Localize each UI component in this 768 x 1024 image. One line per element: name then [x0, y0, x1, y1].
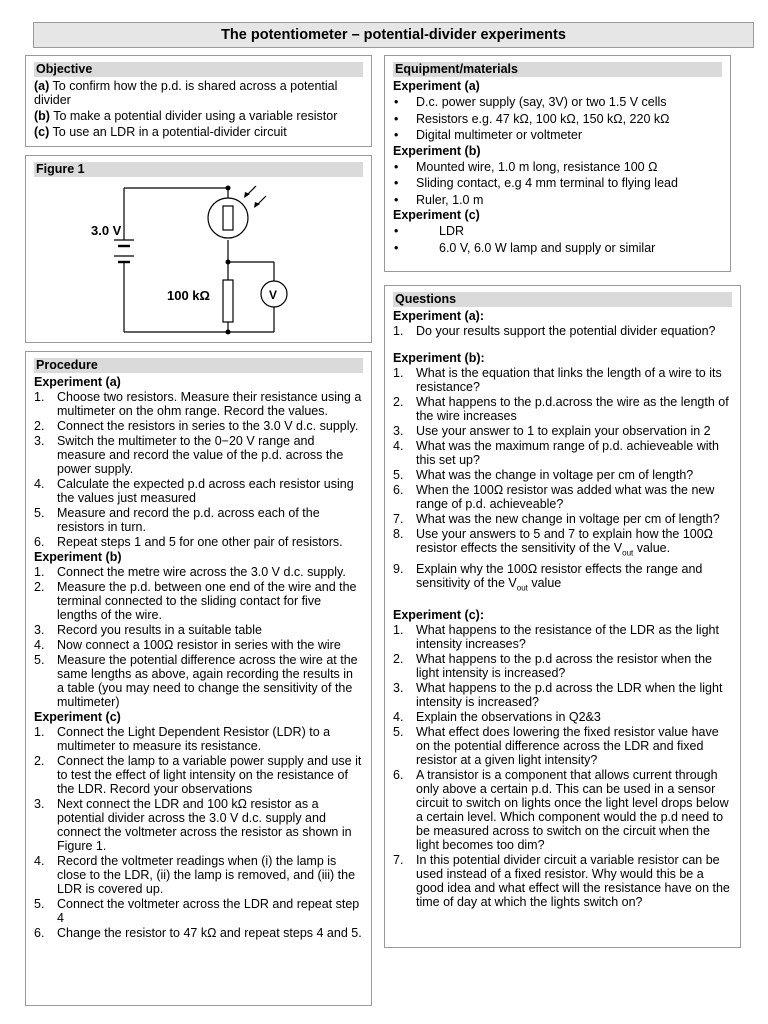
question-b-item	[393, 512, 732, 526]
equipment-a-title: Experiment (a)	[393, 79, 480, 93]
fixed-resistor-body	[223, 280, 233, 322]
question-b-item	[393, 468, 732, 482]
junction-dot-mid	[226, 260, 231, 265]
procedure-c-item-number: 6.	[34, 926, 45, 940]
equipment-c-item-text: 6.0 V, 6.0 W lamp and supply or similar	[439, 240, 656, 255]
procedure-a-list	[34, 390, 363, 549]
circuit-diagram	[34, 180, 364, 340]
procedure-c-item	[34, 754, 363, 796]
procedure-c-item-text: Connect the lamp to a variable power supply and use it to test the effect of light intensity on the resistance of the LDR. Record your observations	[57, 754, 362, 796]
ldr-resistor-body	[223, 206, 233, 230]
question-b-item-number: 7.	[393, 512, 404, 526]
question-b-item-number: 5.	[393, 468, 404, 482]
question-c-item	[393, 768, 732, 852]
equipment-heading: Equipment/materials	[393, 62, 722, 77]
procedure-c-list	[34, 725, 363, 940]
questions-c-title: Experiment (c):	[393, 608, 484, 622]
procedure-b-item-text: Measure the potential difference across the wire at the same lengths as above, again recording the results in a table (you may need to change the sensitivity of the multimeter)	[57, 653, 358, 709]
question-c-item	[393, 652, 732, 680]
objective-item-a: (a) To confirm how the p.d. is shared across a potential divider	[34, 79, 338, 107]
procedure-a-item-text: Repeat steps 1 and 5 for one other pair of resistors.	[57, 535, 343, 549]
question-c-item-text: A transistor is a component that allows current through only above a certain p.d. This can be used in a sensor circuit to switch on lights once the light level drops below a certain level. Which component would the p.d need to be measured across to switch on the circuit when the light becomes too dim?	[416, 768, 729, 852]
vout-subscript: out	[516, 583, 528, 592]
question-b-item-text: What was the new change in voltage per cm of length?	[416, 512, 720, 526]
procedure-c-item-text: Next connect the LDR and 100 kΩ resistor as a potential divider across the 3.0 V d.c. supply and connect the voltmeter across the resistor as shown in Figure 1.	[57, 797, 352, 853]
procedure-b-item-number: 4.	[34, 638, 45, 652]
equipment-a-list	[393, 94, 722, 144]
equipment-a-item	[393, 111, 722, 128]
question-b-item	[393, 483, 732, 511]
question-b-item	[393, 527, 732, 561]
equipment-a-item	[393, 127, 722, 144]
question-b-item-text: What happens to the p.d.across the wire as the length of the wire increases	[416, 395, 729, 423]
question-c-item-text: What happens to the resistance of the LDR as the light intensity increases?	[416, 623, 719, 651]
procedure-a-item-number: 5.	[34, 506, 45, 520]
procedure-c-item	[34, 854, 363, 896]
objective-item-c: (c) To use an LDR in a potential-divider circuit	[34, 125, 287, 139]
question-c-item-number: 1.	[393, 623, 404, 637]
bullet-icon: •	[394, 111, 399, 126]
question-c-item-text: In this potential divider circuit a variable resistor can be used instead of a fixed resistor. Why would this be a good idea and what effect will the resistance have on the time of day at which the lights switch on?	[416, 853, 730, 909]
equipment-a-item-text: Digital multimeter or voltmeter	[416, 128, 583, 142]
equipment-b-item-text: Mounted wire, 1.0 m long, resistance 100 Ω	[416, 159, 658, 174]
question-b-item-text: What is the equation that links the length of a wire to its resistance?	[416, 366, 722, 394]
equipment-panel	[384, 55, 731, 272]
question-b-item	[393, 439, 732, 467]
procedure-a-item	[34, 535, 363, 549]
procedure-b-item-number: 2.	[34, 580, 45, 594]
procedure-c-item	[34, 725, 363, 753]
procedure-a-item-number: 1.	[34, 390, 45, 404]
question-c-item	[393, 681, 732, 709]
procedure-c-item-number: 5.	[34, 897, 45, 911]
procedure-b-item-number: 1.	[34, 565, 45, 579]
equipment-b-item-text: Ruler, 1.0 m	[416, 192, 484, 207]
question-b-item-number: 6.	[393, 483, 404, 497]
procedure-heading: Procedure	[34, 358, 363, 373]
procedure-a-item-number: 2.	[34, 419, 45, 433]
procedure-c-item	[34, 897, 363, 925]
question-b-item	[393, 424, 732, 438]
procedure-a-item	[34, 390, 363, 418]
questions-heading: Questions	[393, 292, 732, 307]
procedure-a-item-text: Measure and record the p.d. across each of the resistors in turn.	[57, 506, 320, 534]
figure-heading: Figure 1	[34, 162, 363, 177]
procedure-a-item-number: 3.	[34, 434, 45, 448]
procedure-b-list	[34, 565, 363, 709]
question-b-item-text: What was the change in voltage per cm of length?	[416, 468, 694, 482]
procedure-c-item-text: Record the voltmeter readings when (i) the lamp is close to the LDR, (ii) the lamp is removed, and (iii) the LDR is covered up.	[57, 854, 356, 896]
procedure-a-item-text: Connect the resistors in series to the 3.0 V d.c. supply.	[57, 419, 359, 433]
vout-subscript: out	[622, 548, 634, 558]
procedure-c-item-number: 2.	[34, 754, 45, 768]
question-b-item-number: 4.	[393, 439, 404, 453]
question-c-item-number: 2.	[393, 652, 404, 666]
procedure-b-item-number: 5.	[34, 653, 45, 667]
procedure-a-item	[34, 477, 363, 505]
questions-panel	[384, 285, 741, 948]
question-b-item-text: Explain why the 100Ω resistor effects the range and sensitivity of the V	[416, 561, 703, 590]
procedure-c-item	[34, 926, 363, 940]
objective-item-b: (b) To make a potential divider using a variable resistor	[34, 109, 338, 123]
equipment-b-item	[393, 175, 722, 192]
question-c-item-number: 7.	[393, 853, 404, 867]
question-tail-text: value	[527, 575, 562, 590]
questions-a-list	[393, 324, 732, 338]
equipment-a-item-text: D.c. power supply (say, 3V) or two 1.5 V cells	[416, 95, 667, 109]
question-c-item-number: 6.	[393, 768, 404, 782]
procedure-b-item	[34, 653, 363, 709]
question-tail-text: value.	[633, 541, 671, 555]
question-b-item-number: 3.	[393, 424, 404, 438]
question-c-item-text: Explain the observations in Q2&3	[416, 710, 601, 724]
procedure-a-item	[34, 434, 363, 476]
equipment-c-item-text: LDR	[439, 224, 465, 238]
question-c-item-text: What effect does lowering the fixed resistor value have on the potential difference across the LDR and fixed resistor at a given light intensity?	[416, 725, 719, 767]
objective-heading: Objective	[34, 62, 363, 77]
equipment-c-title: Experiment (c)	[393, 208, 480, 222]
question-b-item-number: 9.	[393, 561, 404, 576]
procedure-a-item-text: Switch the multimeter to the 0−20 V range and measure and record the value of the p.d. across the power supply.	[57, 434, 344, 476]
question-b-item-number: 8.	[393, 527, 404, 541]
questions-b-title: Experiment (b):	[393, 351, 485, 365]
procedure-c-item-text: Connect the voltmeter across the LDR and repeat step 4	[57, 897, 360, 925]
procedure-a-item-number: 4.	[34, 477, 45, 491]
ldr-circle	[208, 198, 248, 238]
bullet-icon: •	[394, 128, 399, 142]
procedure-c-item-number: 3.	[34, 797, 45, 811]
question-b-item-text: Use your answer to 1 to explain your observation in 2	[416, 424, 711, 438]
resistor-label: 100 kΩ	[167, 288, 210, 303]
question-c-item-number: 5.	[393, 725, 404, 739]
question-c-item-text: What happens to the p.d across the LDR when the light intensity is increased?	[416, 681, 723, 709]
question-b-item	[393, 366, 732, 394]
equipment-a-item	[393, 94, 722, 111]
procedure-b-item-text: Record you results in a suitable table	[57, 623, 262, 637]
procedure-b-item-text: Measure the p.d. between one end of the wire and the terminal connected to the sliding contact for five lengths of the wire.	[57, 580, 357, 622]
questions-c-list	[393, 623, 732, 909]
procedure-panel	[25, 351, 372, 1006]
bullet-icon: •	[394, 240, 399, 255]
procedure-a-item-number: 6.	[34, 535, 45, 549]
bullet-icon: •	[394, 192, 399, 207]
question-b-item-text: When the 100Ω resistor was added what was the new range of p.d. achieveable?	[416, 483, 715, 511]
question-c-item	[393, 710, 732, 724]
objective-panel	[25, 55, 372, 147]
procedure-c-item-text: Change the resistor to 47 kΩ and repeat steps 4 and 5.	[57, 926, 362, 940]
question-b-item-text: Use your answers to 5 and 7 to explain how the 100Ω resistor effects the sensitivity of the V	[416, 527, 714, 555]
question-c-item-number: 3.	[393, 681, 404, 695]
junction-dot-bottom	[226, 330, 231, 335]
equipment-b-item	[393, 192, 722, 209]
question-a-item-number: 1.	[393, 324, 404, 338]
procedure-b-item-number: 3.	[34, 623, 45, 637]
procedure-a-item	[34, 506, 363, 534]
procedure-a-item-text: Calculate the expected p.d across each resistor using the values just measured	[57, 477, 354, 505]
procedure-b-item-text: Connect the metre wire across the 3.0 V d.c. supply.	[57, 565, 346, 579]
equipment-c-item	[393, 223, 722, 240]
equipment-c-item	[393, 240, 722, 257]
supply-label: 3.0 V	[91, 223, 122, 238]
question-c-item-text: What happens to the p.d across the resistor when the light intensity is increased?	[416, 652, 713, 680]
procedure-c-title: Experiment (c)	[34, 710, 121, 724]
procedure-c-item-number: 1.	[34, 725, 45, 739]
question-b-item-number: 1.	[393, 366, 404, 380]
question-c-item	[393, 725, 732, 767]
procedure-b-item-text: Now connect a 100Ω resistor in series with the wire	[57, 638, 341, 652]
equipment-b-item	[393, 159, 722, 176]
equipment-b-item-text: Sliding contact, e.g 4 mm terminal to flying lead	[416, 176, 678, 190]
question-b-item-text: What was the maximum range of p.d. achieveable with this set up?	[416, 439, 719, 467]
bullet-icon: •	[394, 176, 399, 190]
question-b-item	[393, 395, 732, 423]
page-title: The potentiometer – potential-divider experiments	[33, 22, 754, 48]
bullet-icon: •	[394, 95, 399, 109]
procedure-b-title: Experiment (b)	[34, 550, 122, 564]
question-b-item-number: 2.	[393, 395, 404, 409]
procedure-b-item	[34, 565, 363, 579]
junction-dot-top	[226, 186, 231, 191]
equipment-b-list	[393, 159, 722, 209]
procedure-b-item	[34, 623, 363, 637]
voltmeter-label: V	[269, 288, 278, 302]
procedure-b-item	[34, 638, 363, 652]
procedure-b-item	[34, 580, 363, 622]
procedure-a-item-text: Choose two resistors. Measure their resistance using a multimeter on the ohm range. Record the values.	[57, 390, 362, 418]
questions-a-title: Experiment (a):	[393, 309, 484, 323]
question-b-item	[393, 562, 732, 596]
questions-b-list	[393, 366, 732, 595]
procedure-c-item-number: 4.	[34, 854, 45, 868]
question-c-item	[393, 623, 732, 651]
question-a-item-text: Do your results support the potential divider equation?	[416, 324, 716, 338]
figure-panel	[25, 155, 372, 343]
equipment-b-title: Experiment (b)	[393, 143, 481, 158]
bullet-icon: •	[394, 159, 399, 174]
question-c-item-number: 4.	[393, 710, 404, 724]
equipment-a-item-text: Resistors e.g. 47 kΩ, 100 kΩ, 150 kΩ, 220 kΩ	[416, 111, 670, 126]
equipment-c-list	[393, 223, 722, 256]
question-a-item	[393, 324, 732, 338]
question-c-item	[393, 853, 732, 909]
procedure-c-item-text: Connect the Light Dependent Resistor (LDR) to a multimeter to measure its resistance.	[57, 725, 331, 753]
procedure-a-title: Experiment (a)	[34, 375, 121, 389]
procedure-c-item	[34, 797, 363, 853]
bullet-icon: •	[394, 224, 399, 238]
procedure-a-item	[34, 419, 363, 433]
